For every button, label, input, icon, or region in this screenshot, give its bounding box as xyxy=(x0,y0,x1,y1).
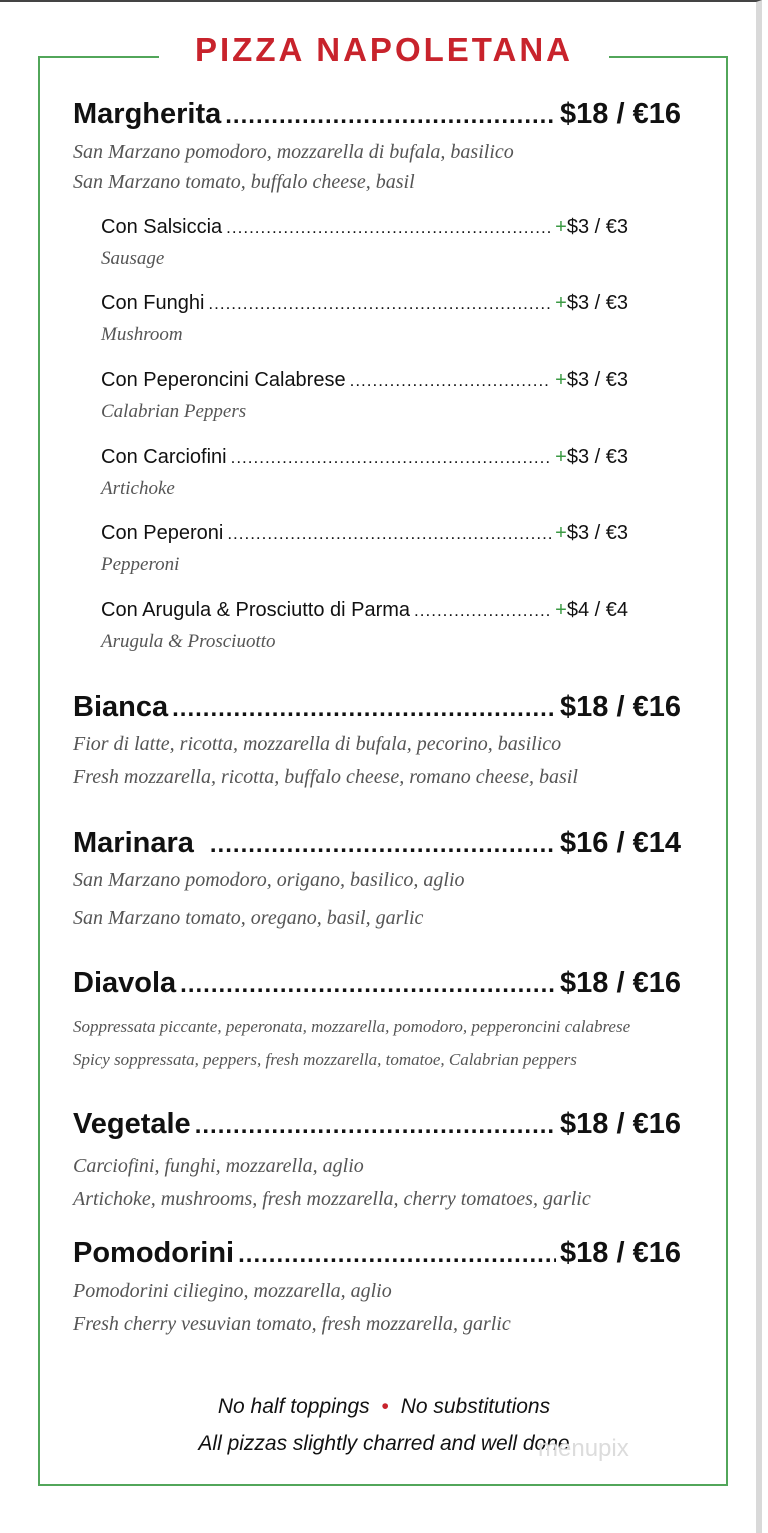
pizza-pomodorini-row xyxy=(73,1237,681,1270)
pizza-price: $18 / €16 xyxy=(560,967,681,999)
pizza-desc-english: Spicy soppressata, peppers, fresh mozzarella, tomatoe, Calabrian peppers xyxy=(73,1050,577,1069)
addon-name: Con Peperoni xyxy=(101,522,224,544)
addon-desc: Mushroom xyxy=(101,324,183,345)
addon-price: $4 / €4 xyxy=(566,599,628,621)
pizza-desc-english: Fresh mozzarella, ricotta, buffalo cheese, romano cheese, basil xyxy=(73,766,578,788)
dot-leader xyxy=(180,971,556,999)
addon-name: Con Arugula & Prosciutto di Parma xyxy=(101,599,411,621)
dot-leader xyxy=(208,294,551,314)
pizza-margherita-row xyxy=(73,98,681,131)
plus-sign: + xyxy=(555,522,567,544)
addon-row xyxy=(101,446,628,469)
pizza-desc-italian: San Marzano pomodoro, origano, basilico, aglio xyxy=(73,869,465,891)
dot-leader xyxy=(414,601,551,621)
footer-line-2: All pizzas slightly charred and well done xyxy=(198,1432,570,1455)
pizza-desc-italian: Soppressata piccante, peperonata, mozzarella, pomodoro, pepperoncini calabrese xyxy=(73,1017,631,1036)
pizza-price: $18 / €16 xyxy=(560,98,681,130)
pizza-desc-italian: Fior di latte, ricotta, mozzarella di bufala, pecorino, basilico xyxy=(73,733,562,755)
pizza-marinara-row xyxy=(73,827,681,860)
pizza-bianca-row xyxy=(73,691,681,724)
pizza-vegetale-row xyxy=(73,1108,681,1141)
dot-leader xyxy=(350,371,552,391)
footer-no-substitutions: No substitutions xyxy=(400,1395,551,1418)
addon-price-wrap xyxy=(555,599,628,622)
pizza-desc-english: San Marzano tomato, oregano, basil, garlic xyxy=(73,907,424,929)
addon-name: Con Carciofini xyxy=(101,446,227,468)
addon-desc: Arugula & Prosciuotto xyxy=(101,631,276,652)
pizza-name: Diavola xyxy=(73,967,177,999)
addon-name: Con Salsiccia xyxy=(101,216,223,238)
pizza-diavola-row xyxy=(73,967,681,1000)
addon-price: $3 / €3 xyxy=(566,292,628,314)
watermark: menupix xyxy=(538,1435,629,1462)
addon-desc: Pepperoni xyxy=(101,554,180,575)
dot-leader xyxy=(172,695,556,723)
addon-name: Con Peperoncini Calabrese xyxy=(101,369,346,391)
plus-sign: + xyxy=(555,599,567,621)
addon-desc: Sausage xyxy=(101,248,165,269)
addon-row xyxy=(101,522,628,545)
plus-sign: + xyxy=(555,292,567,314)
pizza-desc-english: Artichoke, mushrooms, fresh mozzarella, cherry tomatoes, garlic xyxy=(73,1188,591,1210)
addon-row xyxy=(101,216,628,239)
menu-title: PIZZA NAPOLETANA xyxy=(159,28,609,72)
dot-leader xyxy=(225,102,556,130)
addon-price-wrap xyxy=(555,446,628,469)
pizza-desc-italian: Carciofini, funghi, mozzarella, aglio xyxy=(73,1155,364,1177)
addon-row xyxy=(101,369,628,392)
addon-price-wrap xyxy=(555,522,628,545)
footer-line-1 xyxy=(0,1395,768,1419)
pizza-name: Marinara xyxy=(73,827,194,859)
dot-leader xyxy=(227,524,551,544)
addon-name: Con Funghi xyxy=(101,292,205,314)
pizza-desc-english: San Marzano tomato, buffalo cheese, basil xyxy=(73,171,415,193)
addon-price-wrap xyxy=(555,369,628,392)
addon-price: $3 / €3 xyxy=(566,216,628,238)
pizza-name: Vegetale xyxy=(73,1108,191,1140)
addon-price-wrap xyxy=(555,292,628,315)
dot-leader xyxy=(210,831,556,859)
addon-price: $3 / €3 xyxy=(566,522,628,544)
pizza-price: $18 / €16 xyxy=(560,1237,681,1269)
pizza-name: Bianca xyxy=(73,691,169,723)
addon-row xyxy=(101,599,628,622)
dot-leader xyxy=(231,448,552,468)
pizza-price: $18 / €16 xyxy=(560,1108,681,1140)
pizza-desc-italian: San Marzano pomodoro, mozzarella di bufala, basilico xyxy=(73,141,514,163)
pizza-name: Margherita xyxy=(73,98,222,130)
footer-no-half-toppings: No half toppings xyxy=(217,1395,370,1418)
pizza-price: $18 / €16 xyxy=(560,691,681,723)
plus-sign: + xyxy=(555,446,567,468)
dot-leader xyxy=(226,218,551,238)
addon-price-wrap xyxy=(555,216,628,239)
bullet-separator: • xyxy=(381,1395,389,1418)
dot-leader xyxy=(195,1112,556,1140)
pizza-price: $16 / €14 xyxy=(560,827,681,859)
plus-sign: + xyxy=(555,216,567,238)
addon-price: $3 / €3 xyxy=(566,446,628,468)
addon-row xyxy=(101,292,628,315)
addon-price: $3 / €3 xyxy=(566,369,628,391)
addon-desc: Artichoke xyxy=(101,478,175,499)
pizza-name: Pomodorini xyxy=(73,1237,235,1269)
plus-sign: + xyxy=(555,369,567,391)
addon-desc: Calabrian Peppers xyxy=(101,401,247,422)
pizza-desc-english: Fresh cherry vesuvian tomato, fresh mozzarella, garlic xyxy=(73,1313,511,1335)
dot-leader xyxy=(238,1241,556,1269)
title-wrap xyxy=(0,28,768,72)
pizza-desc-italian: Pomodorini ciliegino, mozzarella, aglio xyxy=(73,1280,392,1302)
